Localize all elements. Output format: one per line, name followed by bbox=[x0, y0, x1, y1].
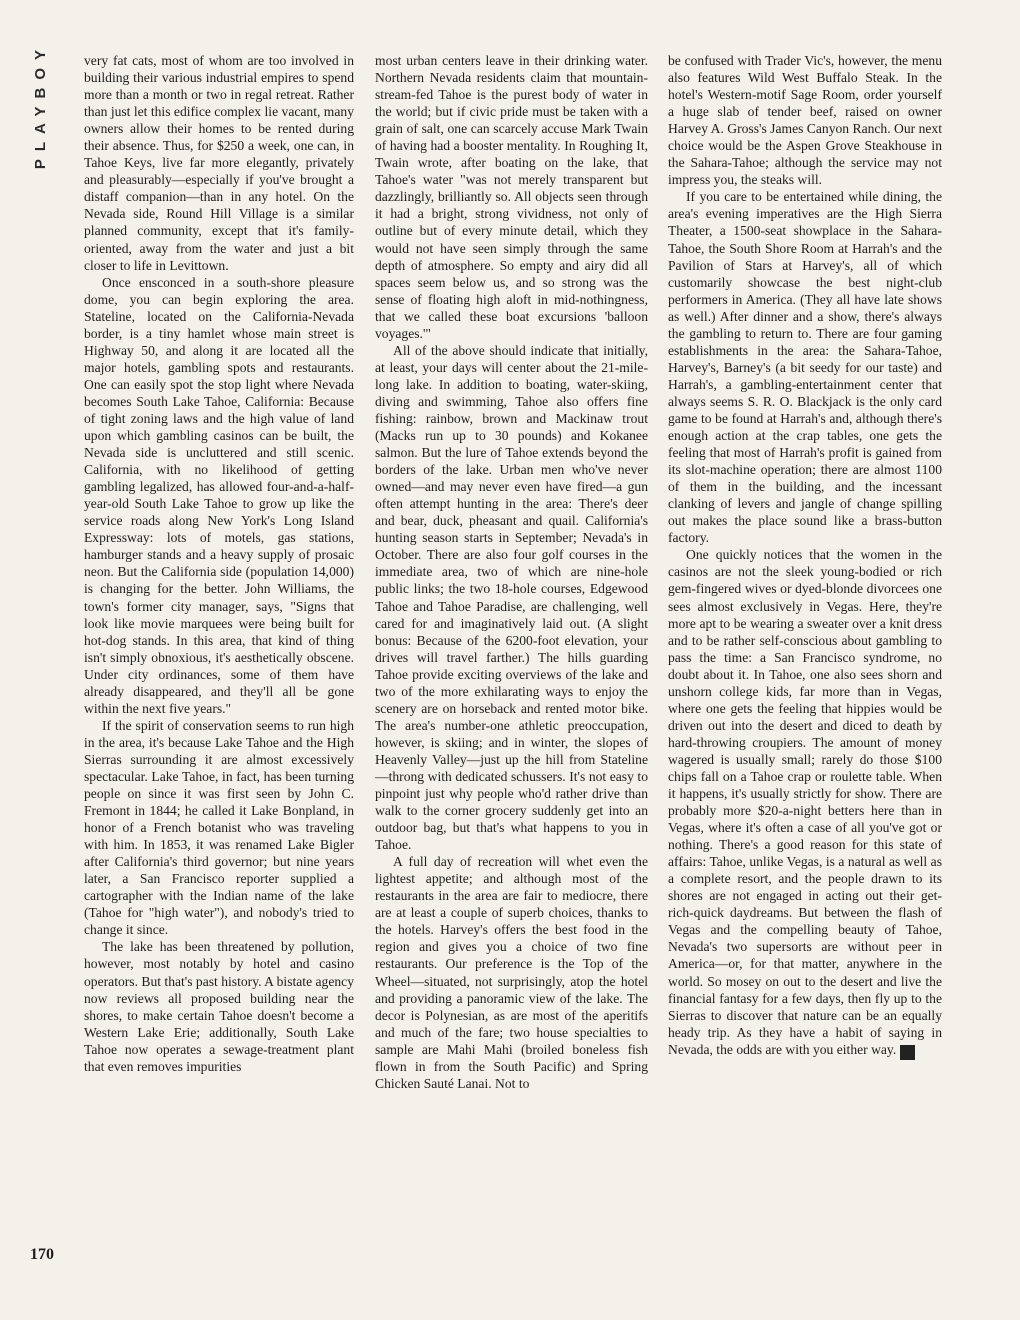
column-2 bbox=[375, 52, 648, 1092]
paragraph-last bbox=[668, 546, 942, 1059]
paragraph: A full day of recreation will whet even the lightest appetite; and although most of the restaurants in the area are fair to mediocre, there are at least a couple of superb choices, thanks to the hotels. Harvey's offers the best food in the region and gives you a choice of two fine restaurants. Our preference is the Top of the Wheel—situated, not surprisingly, atop the hotel and providing a panoramic view of the lake. The decor is Polynesian, as are most of the aperitifs and much of the fare; two house specialties to sample are Mahi Mahi (broiled boneless fish flown in from the South Pacific) and Spring Chicken Sauté Lanai. Not to bbox=[375, 854, 648, 1091]
paragraph: If the spirit of conservation seems to run high in the area, it's because Lake Tahoe and the High Sierras surrounding it are almost excessively spectacular. Lake Tahoe, in fact, has been turning people on since it was first seen by John C. Fremont in 1844; he called it Lake Bonpland, in honor of a French botanist who was traveling with him. In 1853, it was renamed Lake Bigler after California's third governor; but nine years later, a San Francisco reporter supplied a cartographer with the Indian name of the lake (Tahoe for "high water"), and nobody's tried to change it since. bbox=[84, 717, 354, 938]
paragraph: be confused with Trader Vic's, however, the menu also features Wild West Buffalo Steak. In the hotel's Western-motif Sage Room, order yourself a huge slab of tender beef, raised on owner Harvey A. Gross's James Canyon Ranch. Our next choice would be the Aspen Grove Steakhouse in the Sahara-Tahoe; although the service may not impress you, the steaks will. bbox=[668, 53, 942, 188]
rabbit-head-icon: ♣ bbox=[900, 1045, 915, 1060]
paragraph: If you care to be entertained while dining, the area's evening imperatives are the High Sierra Theater, a 1500-seat showplace in the Sahara-Tahoe, the South Shore Room at Harrah's and the Pavilion of Stars at Harvey's, all of which customarily showcase the best night-club performers in America. (They all have late shows as well.) After dinner and a show, there's always the gambling to return to. There are four gaming establishments in the area: the Sahara-Tahoe, Harvey's, Barney's (a bit seedy for our taste) and Harrah's, a gambling-entertainment center that always seems S. R. O. Blackjack is the only card game to be found at Harrah's and, although there's enough action at the crap tables, one gets the feeling that most of Harrah's profit is gained from its slot-machine operation; there are almost 1100 of them in the building, and the incessant clanking of levers and jangle of change spilling out makes the place sound like a brass-button factory. bbox=[668, 189, 942, 546]
paragraph: The lake has been threatened by pollution, however, most notably by hotel and casino operators. But that's past history. A bistate agency now reviews all proposed building near the shores, to make certain Tahoe doesn't become a Western Lake Erie; additionally, South Lake Tahoe now operates a sewage-treatment plant that even removes impurities bbox=[84, 939, 354, 1074]
column-3 bbox=[668, 52, 942, 1060]
page-number: 170 bbox=[30, 1246, 54, 1263]
running-head: PLAYBOY bbox=[32, 42, 49, 170]
paragraph: Once ensconced in a south-shore pleasure dome, you can begin exploring the area. Stateline, located on the California-Nevada border, is a tiny hamlet whose main street is Highway 50, and along it are located all the major hotels, gambling spots and restaurants. One can easily spot the stop light where Nevada becomes South Lake Tahoe, California: Because of tight zoning laws and the high value of land upon which gambling casinos can be built, the Nevada side is uncluttered and still scenic. California, with no likelihood of getting gambling legalized, has allowed four-and-a-half-year-old South Lake Tahoe to grow up like the service roads along New York's Long Island Expressway: lots of motels, gas stations, hamburger stands and a heavy supply of prosaic neon. But the California side (population 14,000) is changing for the better. John Williams, the town's former city manager, says, "Signs that look like movie marquees were being built for hot-dog stands. In this area, that kind of thing isn't simply obnoxious, it's aesthetically obscene. Under city ordinances, some of them have already disappeared, and they'll all be gone within the next five years." bbox=[84, 274, 354, 716]
paragraph: most urban centers leave in their drinking water. Northern Nevada residents claim that mountain-stream-fed Tahoe is the purest body of water in the world; but if civic pride must be taken with a grain of salt, one can scarcely accuse Mark Twain of having had a booster mentality. In Roughing It, Twain wrote, after boating on the lake, that Tahoe's water "was not merely transparent but dazzlingly, brilliantly so. All objects seen through it had a bright, strong vividness, not only of outline but of every minute detail, which they would not have seen simply through the same depth of atmosphere. So empty and airy did all spaces seem below us, and so strong was the sense of floating high aloft in mid-nothingness, that we called these boat excursions 'balloon voyages.'" bbox=[375, 53, 648, 341]
paragraph: All of the above should indicate that initially, at least, your days will center about the 21-mile-long lake. In addition to boating, water-skiing, diving and swimming, Tahoe also offers fine fishing: rainbow, brown and Mackinaw trout (Macks run up to 30 pounds) and Kokanee salmon. But the lure of Tahoe extends beyond the borders of the lake. Urban men who've never owned—and may never even have fired—a gun often attempt hunting in the area: There's deer and bear, duck, pheasant and quail. California's hunting season starts in September; Nevada's in October. There are also four golf courses in the immediate area, two of which are nine-hole public links; the two 18-hole courses, Edgewood Tahoe and Tahoe Paradise, are challenging, well cared for and imaginatively laid out. (A slight bonus: Because of the 6200-foot elevation, your drives will travel farther.) The hills guarding Tahoe provide exciting overviews of the lake and two of the more exhilarating ways to enjoy the scenery are on horseback and rented motor bike. The area's number-one athletic preoccupation, however, is skiing; and in winter, the slopes of Heavenly Valley—just up the hill from Stateline—throng with dedicated schussers. It's not easy to pinpoint just why people who'd rather drive than walk to the corner grocery suddenly get into an outdoor bag, but that's what happens to you in Tahoe. bbox=[375, 342, 648, 853]
column-1 bbox=[84, 52, 354, 1075]
paragraph-text: One quickly notices that the women in the casinos are not the sleek young-bodied or rich gem-fingered wives or dyed-blonde divorcees one sees almost exclusively in Vegas. Here, they're more apt to be wearing a sweater over a knit dress and to be rather self-conscious about gambling to pass the time: a San Francisco syndrome, no doubt about it. In Tahoe, one also sees shorn and unshorn college kids, far more than in Vegas, where one gets the feeling that hippies would be driven out into the desert and diced to death by hard-throwing croupiers. The amount of money wagered is usually small; rarely do those $100 chips fall on a Tahoe crap or roulette table. When it happens, it's usually strictly for show. There are probably more $20-a-night betters here than in Vegas, where it's often a case of all you've got or nothing. There's a good reason for this state of affairs: Tahoe, unlike Vegas, is a natural as well as a complete resort, and the people drawn to its shores are not engaged in acting out their get-rich-quick daydreams. But between the flash of Vegas and the compelling beauty of Tahoe, Nevada's two supersorts are without peer in America—or, for that matter, anywhere in the world. So mosey on out to the desert and live the financial fantasy for a few days, then fly up to the Sierras to discover that nature can be an equally heady trip. As they have a habit of saying in Nevada, the odds are with you either way. bbox=[668, 547, 942, 1057]
paragraph: very fat cats, most of whom are too involved in building their various industrial empires to spend more than a month or two in regal retreat. Rather than just let this edifice complex lie vacant, many owners allow their homes to be rented during their absence. Thus, for $250 a week, one can, in Tahoe Keys, live far more elegantly, privately and pleasurably—especially if you've brought a distaff companion—than in any hotel. On the Nevada side, Round Hill Village is a similar planned community, except that it's family-oriented, away from the water and just a bit closer to life in Levittown. bbox=[84, 53, 354, 273]
